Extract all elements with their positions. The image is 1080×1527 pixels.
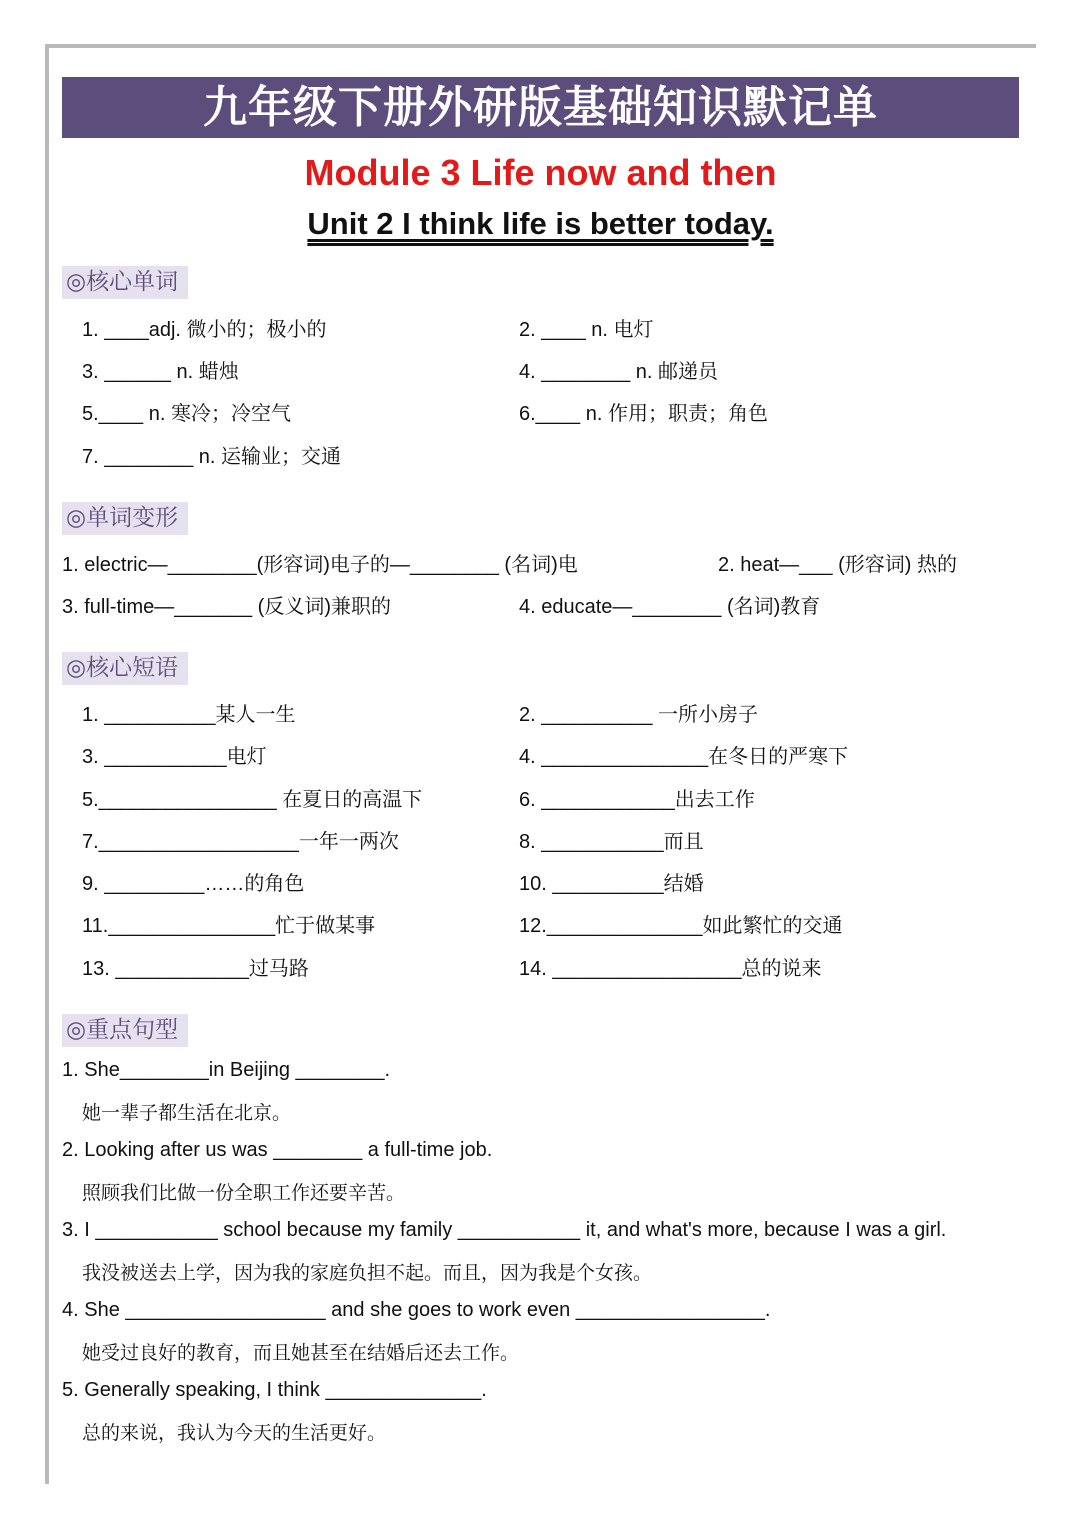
- phrase-item: 6. ____________出去工作: [519, 789, 755, 811]
- phrase-item: 2. __________ 一所小房子: [519, 704, 759, 726]
- module-title: Module 3 Life now and then: [304, 152, 777, 193]
- section-heading-word-forms: ◎单词变形: [62, 502, 188, 535]
- sentence-chinese: 总的来说，我认为今天的生活更好。: [82, 1422, 387, 1444]
- core-word-item: 7. ________ n. 运输业；交通: [82, 446, 342, 468]
- word-form-item: 2. heat—___ (形容词) 热的: [718, 554, 957, 576]
- unit-title-text: Unit 2 I think life is better today.: [307, 206, 774, 241]
- section-heading-key-sentences: ◎重点句型: [62, 1014, 188, 1047]
- word-form-item: 1. electric—________(形容词)电子的—________ (名词)电: [62, 554, 578, 576]
- core-word-item: 5.____ n. 寒冷；冷空气: [82, 403, 291, 425]
- phrase-item: 14. _________________总的说来: [519, 958, 822, 980]
- core-word-item: 6.____ n. 作用；职责；角色: [519, 403, 768, 425]
- phrase-item: 1. __________某人一生: [82, 704, 296, 726]
- phrase-item: 9. _________……的角色: [82, 873, 305, 895]
- phrase-item: 10. __________结婚: [519, 873, 704, 895]
- section-heading-core-words: ◎核心单词: [62, 266, 188, 299]
- core-word-item: 3. ______ n. 蜡烛: [82, 361, 239, 383]
- sentence-english: 5. Generally speaking, I think ______________.: [62, 1379, 487, 1401]
- sentence-english: 3. I ___________ school because my family ___________ it, and what's more, because I was a girl.: [62, 1219, 947, 1241]
- sentence-english: 4. She __________________ and she goes to work even _________________.: [62, 1299, 771, 1321]
- phrase-item: 8. ___________而且: [519, 831, 704, 853]
- word-form-item: 4. educate—________ (名词)教育: [519, 596, 821, 618]
- sentence-chinese: 她一辈子都生活在北京。: [82, 1102, 292, 1124]
- phrase-item: 5.________________ 在夏日的高温下: [82, 789, 423, 811]
- core-word-item: 2. ____ n. 电灯: [519, 319, 654, 341]
- phrase-item: 11._______________忙于做某事: [82, 915, 376, 937]
- phrase-item: 4. _______________在冬日的严寒下: [519, 746, 849, 768]
- unit-title: [62, 206, 1019, 242]
- core-word-item: 1. ____adj. 微小的；极小的: [82, 319, 327, 341]
- sentence-chinese: 我没被送去上学，因为我的家庭负担不起。而且，因为我是个女孩。: [82, 1262, 653, 1284]
- document-title-banner: 九年级下册外研版基础知识默记单: [62, 77, 1019, 138]
- section-heading-core-phrases: ◎核心短语: [62, 652, 188, 685]
- core-word-item: 4. ________ n. 邮递员: [519, 361, 719, 383]
- sentence-chinese: 照顾我们比做一份全职工作还要辛苦。: [82, 1182, 406, 1204]
- phrase-item: 7.__________________一年一两次: [82, 831, 399, 853]
- sentence-chinese: 她受过良好的教育，而且她甚至在结婚后还去工作。: [82, 1342, 520, 1364]
- sentence-english: 1. She________in Beijing ________.: [62, 1059, 391, 1081]
- phrase-item: 3. ___________电灯: [82, 746, 267, 768]
- sentence-english: 2. Looking after us was ________ a full-time job.: [62, 1139, 493, 1161]
- phrase-item: 13. ____________过马路: [82, 958, 309, 980]
- phrase-item: 12.______________如此繁忙的交通: [519, 915, 843, 937]
- word-form-item: 3. full-time—_______ (反义词)兼职的: [62, 596, 391, 618]
